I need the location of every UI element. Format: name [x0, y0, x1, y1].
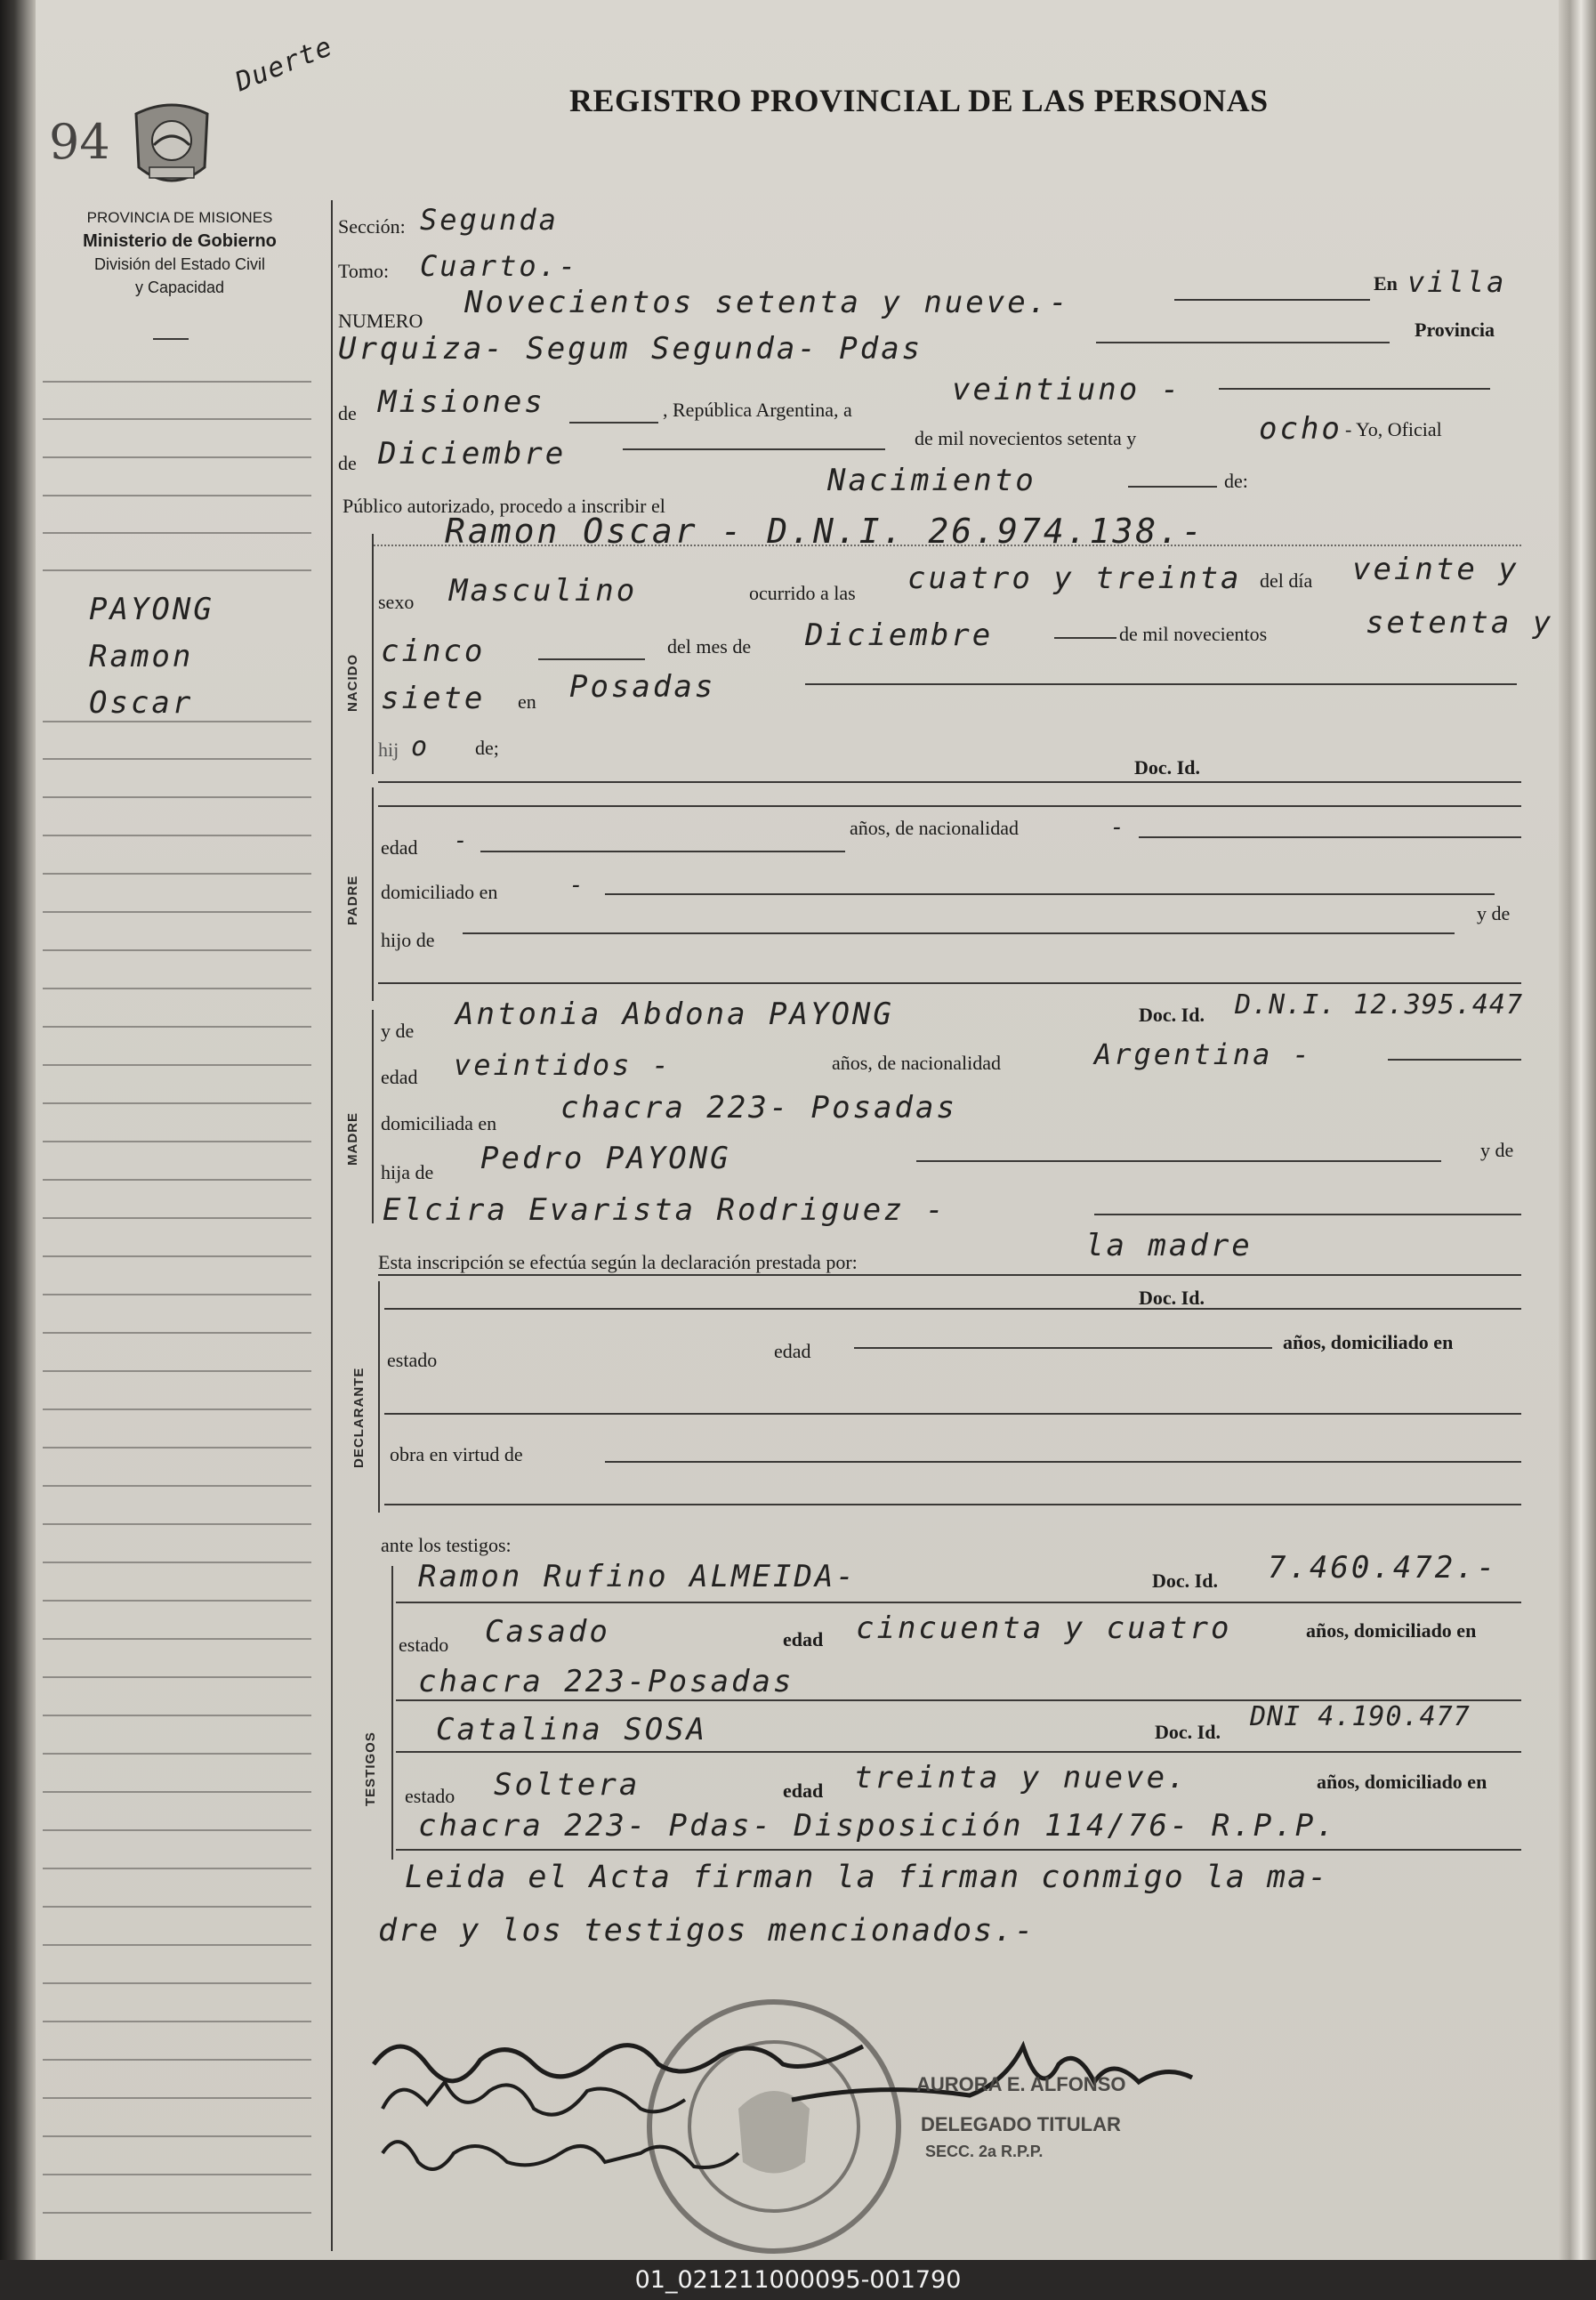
acto-value: Nacimiento [827, 463, 1036, 498]
sexo-value: Masculino [449, 573, 638, 609]
madre-bracket [372, 1010, 374, 1223]
nacido-mes: Diciembre [805, 617, 994, 653]
mes-value: Diciembre [378, 436, 567, 472]
dia2-line [538, 658, 645, 660]
mes-line [623, 448, 885, 450]
signature-testigo-2 [374, 2118, 747, 2189]
anio-value: ocho [1259, 411, 1342, 447]
madre-domic: chacra 223- Posadas [560, 1090, 957, 1126]
nacido-bottom-line [378, 781, 1521, 783]
acto-line [1128, 486, 1217, 488]
declarante-edad-line [854, 1347, 1272, 1349]
declarante-top-line [378, 1274, 1521, 1276]
padre-bracket [372, 787, 374, 1001]
numero-value: Novecientos setenta y nueve.- [464, 285, 1070, 320]
t1-edad: cincuenta y cuatro [856, 1610, 1232, 1646]
madre-section-label: MADRE [345, 1112, 360, 1166]
padre-domic-line [605, 893, 1495, 895]
t2-docid-label: Doc. Id. [1155, 1721, 1221, 1743]
padre-bottom-line [378, 982, 1521, 984]
padre-edad: - [454, 827, 471, 854]
oficial-nombre: AURORA E. ALFONSO [916, 2073, 1126, 2095]
nacido-nombre: Ramon Oscar - D.N.I. 26.974.138.- [445, 512, 1205, 551]
hora-value: cuatro y treinta [907, 561, 1242, 596]
division-label-2: y Capacidad [134, 278, 225, 296]
testigos-bracket [391, 1566, 393, 1860]
madre-yde2-label: y de [1480, 1139, 1514, 1161]
en-value: villa [1407, 265, 1507, 299]
padre-top-line [378, 805, 1521, 807]
declarante-estado-label: estado [387, 1349, 438, 1371]
binding-edge [0, 0, 36, 2260]
division-label: División del Estado Civil [93, 255, 266, 273]
obra-line [605, 1461, 1521, 1463]
t1-doc: 7.460.472.- [1268, 1550, 1498, 1586]
madre-domic-label: domiciliada en [381, 1112, 497, 1134]
madre-nombre: Antonia Abdona PAYONG [455, 997, 894, 1032]
dia1-value: veinte y [1352, 552, 1519, 587]
dia-value: veintiuno - [952, 372, 1182, 408]
t2-nombre: Catalina SOSA [436, 1712, 708, 1747]
declarante-bottom-line [384, 1504, 1521, 1505]
madre-edad-label: edad [381, 1066, 418, 1088]
de2-label: de [338, 452, 357, 474]
declarante-edad-label: edad [774, 1340, 811, 1362]
nacido-anio-label: de mil novecientos [1119, 623, 1268, 645]
padre-edad-label: edad [381, 836, 418, 859]
t2-doc: DNI 4.190.477 [1250, 1701, 1471, 1732]
dia-line [1219, 388, 1490, 390]
oficial-secc: SECC. 2a R.P.P. [925, 2143, 1044, 2160]
madre-padre: Pedro PAYONG [480, 1141, 731, 1176]
seccion-value: Segunda [420, 203, 559, 237]
t2-domic-line [396, 1849, 1521, 1851]
en-label: En [1374, 272, 1398, 295]
header-rule [153, 338, 189, 340]
numero-label: NUMERO [338, 310, 423, 332]
madre-nac-line [1388, 1059, 1521, 1061]
page-number: 94 [49, 114, 110, 170]
padre-nac: - [1110, 814, 1127, 841]
de-label: de [338, 402, 357, 424]
nacido-bracket [372, 534, 374, 774]
nacido-nombre-line [374, 545, 1521, 546]
provincia-line [569, 422, 658, 424]
provincial-seal [123, 96, 221, 196]
inscripcion-label: Esta inscripción se efectúa según la declaración prestada por: [378, 1251, 858, 1273]
t1-anos-label: años, domiciliado en [1306, 1619, 1477, 1642]
madre-hijade-label: hija de [381, 1161, 434, 1183]
madre-anos-label: años, de nacionalidad [832, 1052, 1001, 1074]
tomo-value: Cuarto.- [420, 249, 579, 283]
nacido-en-label: en [518, 690, 536, 713]
page-title: REGISTRO PROVINCIAL DE LAS PERSONAS [569, 83, 1269, 118]
t1-domic: chacra 223-Posadas [418, 1664, 794, 1699]
province-label: PROVINCIA DE MISIONES [86, 209, 273, 226]
corner-note: Duerte [230, 30, 337, 99]
hijo-label: hij [378, 738, 399, 761]
hijo-value: o [411, 731, 431, 763]
testigos-section-label: TESTIGOS [363, 1731, 378, 1806]
padre-anos-label: años, de nacionalidad [850, 817, 1019, 839]
madre-docid: D.N.I. 12.395.447 [1235, 989, 1524, 1021]
madre-madre: Elcira Evarista Rodriguez - [383, 1192, 947, 1228]
page-right-edge [1559, 0, 1596, 2260]
obra-label: obra en virtud de [390, 1443, 523, 1465]
provincia-label: Provincia [1415, 319, 1495, 341]
madre-yde-label: y de [381, 1020, 415, 1042]
oficial-cargo: DELEGADO TITULAR [921, 2113, 1121, 2135]
declarante-por: la madre [1085, 1228, 1253, 1263]
declarante-bracket [378, 1281, 380, 1513]
anio1-value: setenta y [1366, 605, 1554, 641]
declarante-docid-label: Doc. Id. [1139, 1287, 1205, 1309]
provincia-value: Misiones [378, 384, 545, 420]
anio2-value: siete [381, 681, 486, 716]
madre-nac: Argentina - [1094, 1037, 1312, 1071]
t1-nombre: Ramon Rufino ALMEIDA- [418, 1559, 857, 1594]
ante-label: ante los testigos: [381, 1534, 512, 1556]
t2-domic: chacra 223- Pdas- Disposición 114/76- R.P.P. [418, 1808, 1337, 1844]
ocurrido-label: ocurrido a las [749, 582, 856, 604]
nacido-mes-line [1054, 637, 1116, 639]
tomo-label: Tomo: [338, 260, 390, 282]
margin-name-2: Oscar [89, 685, 194, 721]
padre-domic-label: domiciliado en [381, 881, 498, 903]
padre-section-label: PADRE [345, 875, 360, 925]
anio-label: de mil novecientos setenta y [915, 427, 1137, 449]
cierre-linea-2: dre y los testigos mencionados.- [378, 1913, 1036, 1949]
sexo-label: sexo [378, 591, 415, 613]
padre-nac-line [1139, 836, 1521, 838]
column-divider [331, 200, 333, 2251]
t2-edad-label: edad [783, 1779, 824, 1802]
left-header [37, 206, 322, 299]
nacido-de-label: de; [475, 737, 499, 759]
publico-label: Público autorizado, procedo a inscribir el [343, 495, 665, 517]
nacido-section-label: NACIDO [345, 653, 360, 712]
declarante-docid-line [384, 1308, 1521, 1310]
t1-edad-label: edad [783, 1628, 824, 1650]
delmes-label: del mes de [667, 635, 752, 658]
declarante-anos-label: años, domiciliado en [1283, 1331, 1454, 1353]
padre-hijode-label: hijo de [381, 929, 435, 951]
t1-estado: Casado [485, 1614, 610, 1650]
place-value: Urquiza- Segum Segunda- Pdas [338, 331, 923, 367]
yo-label: - Yo, Oficial [1345, 418, 1442, 440]
margin-surname: PAYONG [89, 592, 214, 627]
madre-madre-line [1094, 1214, 1521, 1215]
padre-yde-label: y de [1477, 902, 1511, 924]
madre-padre-line [916, 1160, 1441, 1162]
deldia-label: del día [1260, 569, 1313, 592]
madre-edad: veintidos - [454, 1048, 672, 1082]
numero-line [1174, 299, 1370, 301]
padre-domic: - [569, 872, 586, 899]
t2-anos-label: años, domiciliado en [1317, 1771, 1487, 1793]
nacido-docid-label: Doc. Id. [1134, 756, 1200, 779]
lugar-value: Posadas [569, 669, 716, 705]
margin-name-1: Ramon [89, 639, 194, 674]
t2-line [396, 1751, 1521, 1753]
t2-estado-label: estado [405, 1785, 455, 1807]
ministry-label: Ministerio de Gobierno [83, 231, 277, 251]
t2-edad: treinta y nueve. [854, 1760, 1189, 1796]
t1-docid-label: Doc. Id. [1152, 1570, 1218, 1592]
madre-docid-label: Doc. Id. [1139, 1004, 1205, 1026]
declarante-line-2 [384, 1413, 1521, 1415]
t1-line [396, 1602, 1521, 1603]
cierre-linea-1: Leida el Acta firman la firman conmigo la ma- [405, 1860, 1329, 1895]
lugar-line [805, 683, 1517, 685]
t1-estado-label: estado [399, 1634, 449, 1656]
de-colon-label: de: [1224, 470, 1248, 492]
image-id-footer: 01_021211000095-001790 [0, 2260, 1596, 2300]
padre-edad-line [480, 851, 845, 852]
place-line [1096, 342, 1390, 343]
dia2-value: cinco [381, 634, 486, 669]
declarante-section-label: DECLARANTE [351, 1367, 367, 1468]
seccion-label: Sección: [338, 215, 406, 238]
t2-estado: Soltera [494, 1767, 641, 1803]
republica-label: , República Argentina, a [663, 399, 852, 421]
padre-hijode-line [463, 932, 1455, 934]
